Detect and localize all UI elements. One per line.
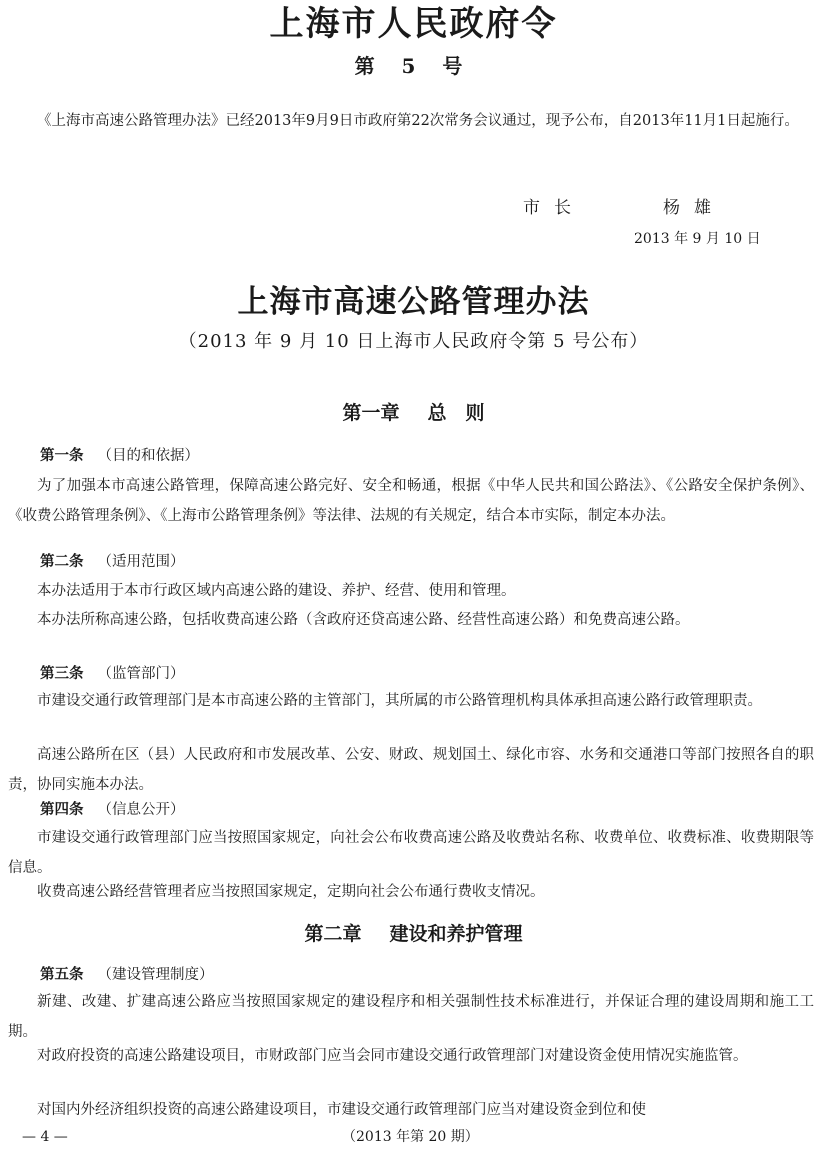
article-paragraph: 为了加强本市高速公路管理，保障高速公路完好、安全和畅通，根据《中华人民共和国公路法》、《公路安全保护条例》、《收费公路管理条例》、《上海市公路管理条例》等法律、法规的有关规定，结合本市实际，制定本办法。 [8,478,814,524]
article-paragraph: 收费高速公路经营管理者应当按照国家规定，定期向社会公布通行费收支情况。 [37,884,545,900]
article-number: 第二条 [40,554,84,570]
article-paragraph: 新建、改建、扩建高速公路应当按照国家规定的建设程序和相关强制性技术标准进行，并保证合理的建设周期和施工工期。 [8,994,814,1040]
article-number: 第三条 [40,666,84,682]
promulgation-paragraph: 《上海市高速公路管理办法》已经2013年9月9日市政府第22次常务会议通过，现予公布，自2013年11月1日起施行。 [37,113,799,129]
signer-name: 杨雄 [663,198,725,218]
article-paragraph: 对政府投资的高速公路建设项目，市财政部门应当会同市建设交通行政管理部门对建设资金使用情况实施监管。 [37,1048,748,1064]
signature-block [523,195,725,221]
signer-title: 市长 [523,198,585,218]
page-number: — 4 — [22,1129,68,1145]
article-topic: （监管部门） [97,666,185,682]
issue-label: （2013 年第 20 期） [342,1129,479,1145]
chapter-name: 总 则 [427,402,485,424]
article-heading [40,795,820,825]
article-topic: （适用范围） [97,554,185,570]
article-paragraph: 高速公路所在区（县）人民政府和市发展改革、公安、财政、规划国土、绿化市容、水务和交通港口等部门按照各自的职责，协同实施本办法。 [8,747,814,793]
article-number: 第四条 [40,802,84,818]
article-heading [40,960,820,990]
chapter-heading [0,398,827,428]
signature-date: 2013 年 9 月 10 日 [634,231,761,247]
article-heading [40,441,820,471]
article-topic: （目的和依据） [97,448,199,464]
order-title: 上海市人民政府令 [269,4,558,44]
document-title: 上海市高速公路管理办法 [237,284,590,320]
article-paragraph: 市建设交通行政管理部门是本市高速公路的主管部门，其所属的市公路管理机构具体承担高速公路行政管理职责。 [37,693,762,709]
order-number: 第 5 号 [354,54,473,78]
article-heading [40,547,820,577]
chapter-name: 建设和养护管理 [389,923,523,945]
article-topic: （信息公开） [97,802,185,818]
article-paragraph: 对国内外经济组织投资的高速公路建设项目，市建设交通行政管理部门应当对建设资金到位和使 [37,1102,646,1118]
article-number: 第一条 [40,448,84,464]
chapter-heading [0,919,827,949]
article-paragraph: 本办法所称高速公路，包括收费高速公路（含政府还贷高速公路、经营性高速公路）和免费高速公路。 [37,612,690,628]
chapter-label: 第一章 [342,402,400,424]
article-number: 第五条 [40,967,84,983]
chapter-label: 第二章 [304,923,362,945]
article-heading [40,659,820,689]
document-subtitle: （2013 年 9 月 10 日上海市人民政府令第 5 号公布） [178,331,649,352]
article-topic: （建设管理制度） [97,967,214,983]
article-paragraph: 本办法适用于本市行政区域内高速公路的建设、养护、经营、使用和管理。 [37,583,516,599]
article-paragraph: 市建设交通行政管理部门应当按照国家规定，向社会公布收费高速公路及收费站名称、收费单位、收费标准、收费期限等信息。 [8,830,814,876]
